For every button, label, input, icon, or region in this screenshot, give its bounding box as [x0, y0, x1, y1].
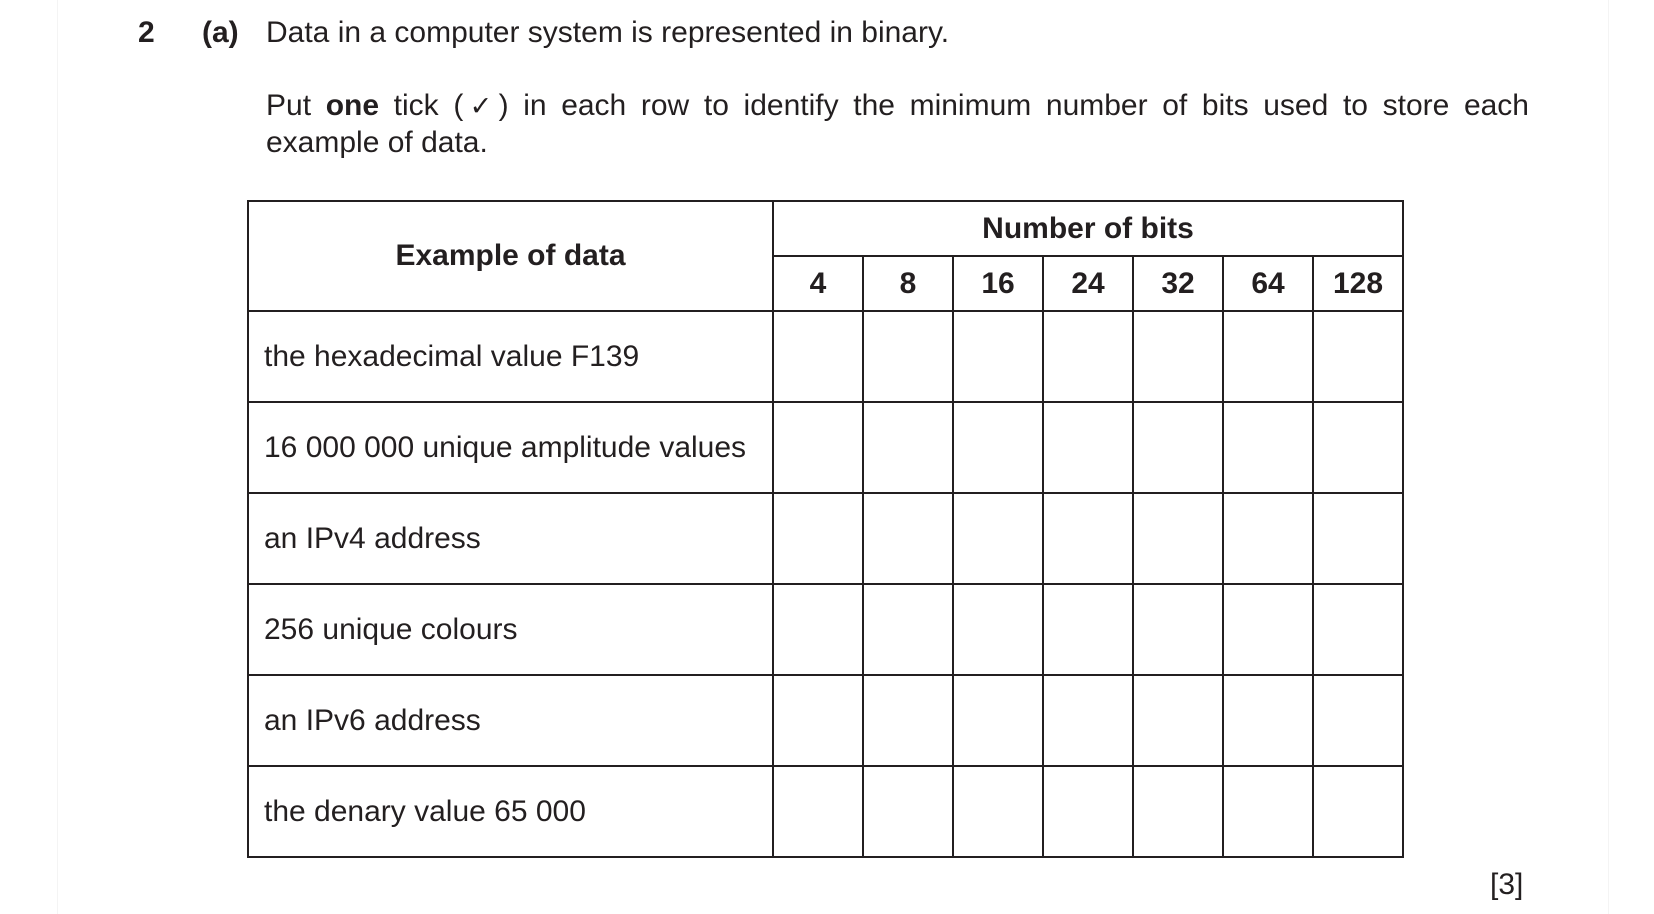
example-of-data-cell: an IPv4 address [248, 493, 773, 584]
tick-box-cell[interactable] [1043, 584, 1133, 675]
table-row [248, 766, 1403, 857]
bit-column-header: 24 [1043, 256, 1133, 311]
tick-box-cell[interactable] [773, 493, 863, 584]
tick-box-cell[interactable] [1313, 766, 1403, 857]
number-of-bits-header: Number of bits [773, 201, 1403, 256]
tick-box-cell[interactable] [1043, 493, 1133, 584]
tick-box-cell[interactable] [1313, 402, 1403, 493]
marks-allocation: [3] [1490, 868, 1524, 901]
bit-column-header: 128 [1313, 256, 1403, 311]
table-row [248, 311, 1403, 402]
instruction-bold-word: one [325, 89, 380, 122]
tick-box-cell[interactable] [1043, 766, 1133, 857]
tick-box-cell[interactable] [1313, 584, 1403, 675]
tick-box-cell[interactable] [1223, 584, 1313, 675]
table-row [248, 402, 1403, 493]
check-mark-icon: ✓ [463, 91, 499, 122]
tick-box-cell[interactable] [1313, 311, 1403, 402]
tick-box-cell[interactable] [863, 766, 953, 857]
tick-box-cell[interactable] [1043, 311, 1133, 402]
tick-box-cell[interactable] [953, 584, 1043, 675]
example-of-data-cell: the denary value 65 000 [248, 766, 773, 857]
bit-column-header: 16 [953, 256, 1043, 311]
table-row [248, 584, 1403, 675]
tick-box-cell[interactable] [863, 584, 953, 675]
tick-box-cell[interactable] [1133, 493, 1223, 584]
tick-box-cell[interactable] [1133, 402, 1223, 493]
question-number: 2 [138, 16, 155, 49]
tick-box-cell[interactable] [863, 311, 953, 402]
tick-box-cell[interactable] [863, 402, 953, 493]
tick-box-cell[interactable] [863, 675, 953, 766]
tick-box-cell[interactable] [953, 402, 1043, 493]
tick-box-cell[interactable] [1133, 675, 1223, 766]
bit-column-header: 32 [1133, 256, 1223, 311]
bits-answer-table [247, 200, 1404, 858]
tick-box-cell[interactable] [1133, 584, 1223, 675]
example-of-data-cell: 16 000 000 unique amplitude values [248, 402, 773, 493]
tick-box-cell[interactable] [953, 766, 1043, 857]
instruction-text [266, 88, 1529, 161]
tick-box-cell[interactable] [1223, 493, 1313, 584]
example-of-data-cell: 256 unique colours [248, 584, 773, 675]
bit-column-header: 8 [863, 256, 953, 311]
tick-box-cell[interactable] [1043, 675, 1133, 766]
tick-box-cell[interactable] [1313, 493, 1403, 584]
instruction-tick-open: tick ( [379, 89, 464, 122]
instruction-lead: Put [266, 89, 326, 122]
tick-box-cell[interactable] [863, 493, 953, 584]
tick-box-cell[interactable] [953, 493, 1043, 584]
example-of-data-cell: an IPv6 address [248, 675, 773, 766]
question-part: (a) [202, 16, 239, 49]
tick-box-cell[interactable] [1043, 402, 1133, 493]
bit-column-header: 4 [773, 256, 863, 311]
tick-box-cell[interactable] [1223, 402, 1313, 493]
question-text: Data in a computer system is represented in binary. [266, 16, 950, 49]
tick-box-cell[interactable] [1223, 766, 1313, 857]
example-of-data-header: Example of data [248, 201, 773, 311]
tick-box-cell[interactable] [773, 766, 863, 857]
tick-box-cell[interactable] [1133, 311, 1223, 402]
tick-box-cell[interactable] [773, 584, 863, 675]
tick-box-cell[interactable] [1223, 675, 1313, 766]
tick-box-cell[interactable] [1223, 311, 1313, 402]
tick-box-cell[interactable] [1133, 766, 1223, 857]
table-row [248, 675, 1403, 766]
example-of-data-cell: the hexadecimal value F139 [248, 311, 773, 402]
instruction-rest: ) in each row to identify the minimum number of bits used to store each example of data. [266, 89, 1529, 159]
tick-box-cell[interactable] [1313, 675, 1403, 766]
tick-box-cell[interactable] [773, 402, 863, 493]
table-row [248, 493, 1403, 584]
tick-box-cell[interactable] [773, 311, 863, 402]
table-body [248, 311, 1403, 857]
tick-box-cell[interactable] [953, 311, 1043, 402]
tick-box-cell[interactable] [773, 675, 863, 766]
bit-column-header: 64 [1223, 256, 1313, 311]
tick-box-cell[interactable] [953, 675, 1043, 766]
